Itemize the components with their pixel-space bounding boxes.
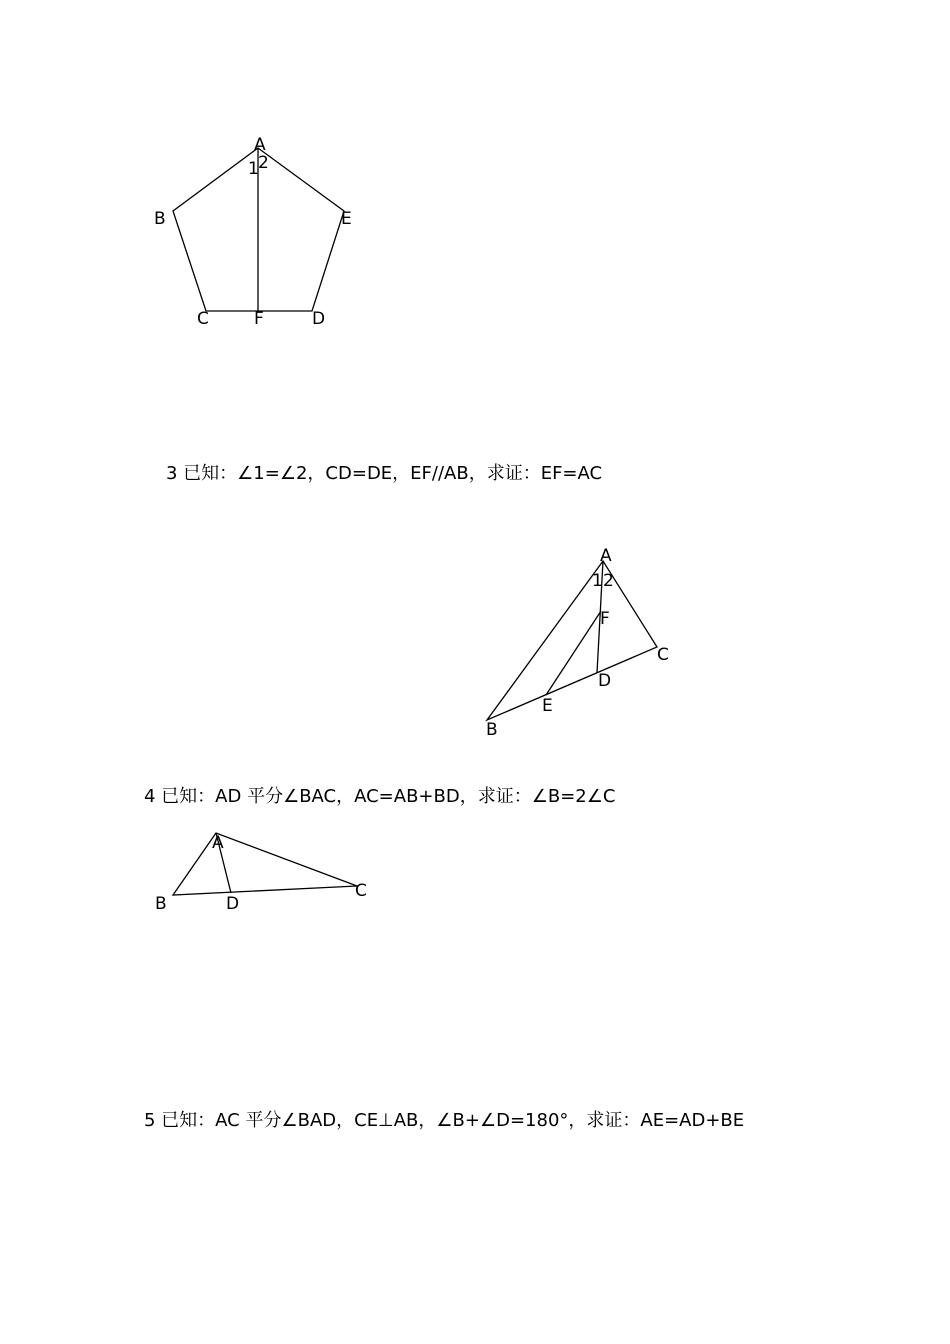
- label-B: B: [154, 209, 166, 229]
- label-angle-2: 2: [258, 153, 269, 173]
- label-E: E: [542, 696, 553, 716]
- label-C: C: [355, 881, 367, 901]
- label-A: A: [212, 833, 224, 853]
- label-D: D: [312, 309, 326, 329]
- label-D: D: [598, 671, 612, 691]
- label-E: E: [341, 209, 352, 229]
- label-B: B: [486, 720, 498, 740]
- label-angle-1: 1: [248, 159, 259, 179]
- label-C: C: [657, 645, 669, 665]
- label-D: D: [226, 894, 240, 914]
- problem-5-statement: 5 已知：AC 平分∠BAD，CE⊥AB，∠B+∠D=180°，求证：AE=AD+BE: [144, 1110, 745, 1131]
- label-A: A: [600, 546, 612, 566]
- label-angle-2: 2: [603, 571, 614, 591]
- label-B: B: [155, 894, 167, 914]
- problem-3-statement: 3 已知：∠1=∠2，CD=DE，EF//AB，求证：EF=AC: [166, 463, 603, 484]
- triangle-ABC: [173, 833, 357, 895]
- problem-4-statement: 4 已知：AD 平分∠BAC，AC=AB+BD，求证：∠B=2∠C: [144, 786, 616, 807]
- label-C: C: [197, 309, 209, 329]
- label-F: F: [254, 309, 264, 329]
- label-angle-1: 1: [592, 571, 603, 591]
- label-F: F: [600, 609, 610, 629]
- label-A: A: [254, 135, 266, 155]
